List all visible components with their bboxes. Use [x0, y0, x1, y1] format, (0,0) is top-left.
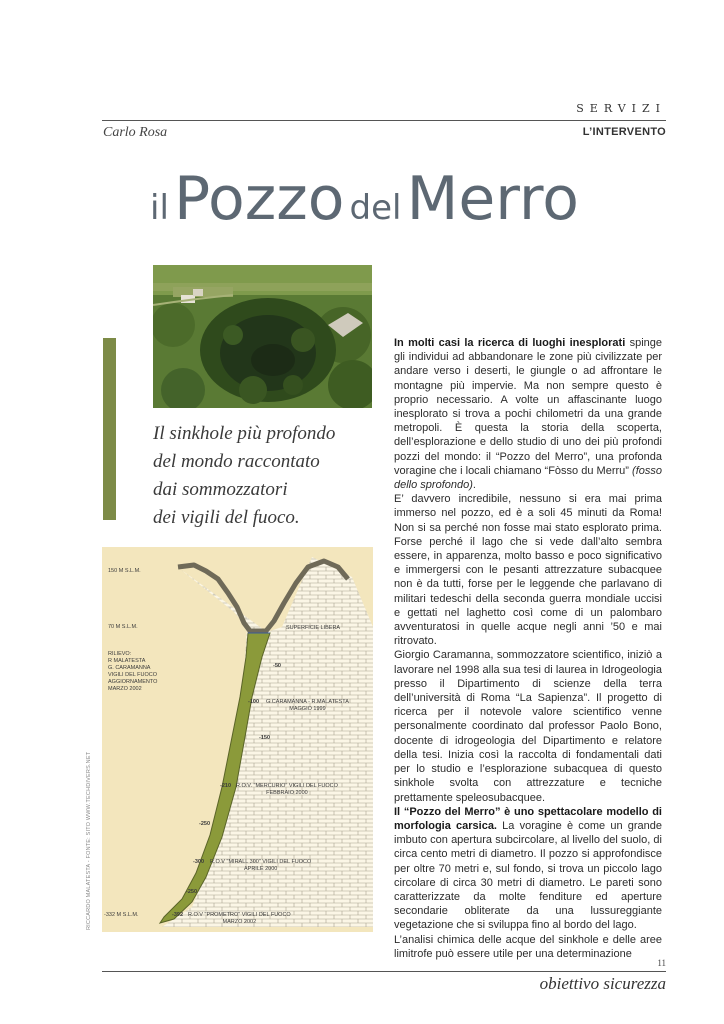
survey-line: VIGILI DEL FUOCO	[108, 672, 158, 678]
title-part-il: il	[150, 188, 169, 228]
paragraph: Giorgio Caramanna, sommozzatore scientifico, iniziò a lavorare nel 1998 alla sua tesi di laurea in Idrogeologia presso il Dipartimento di scienze della terra dell’università di Roma “La Sapienza”. Il progetto di ricerca per il notevole valore scientifico venne personalmente coordinato dal professor Paolo Bono, docente di idrogeologia del Dipartimento e relatore della tesi. Inizia così la raccolta di fondamentali dati per lo studio e l’esplorazione subacquea di questo sinkhole svolta con attrezzature e tecniche prettamente speleosubacquee.	[394, 649, 662, 804]
depth-label: -392	[172, 912, 184, 918]
magazine-name: obiettivo sicurezza	[539, 974, 666, 993]
survey-line: MARZO 2002	[108, 686, 142, 692]
paragraph	[394, 336, 662, 492]
survey-line: AGGIORNAMENTO	[108, 679, 158, 685]
depth-label: -100	[248, 699, 260, 705]
depth-note	[188, 912, 291, 925]
paragraph-text: spinge gli individui ad abbandonare le zone più civilizzate per andare verso i deserti, le giungle o ad affrontare le montagne più impervie. Ma non sempre questo è proprio necessario. A volte un affascinante luogo inesplorato si trova a pochi chilometri da una grande metropoli. È questa la storia della scoperta, dell’esplorazione e dello studio di uno dei più profondi pozzi del mondo: il “Pozzo del Merro”, una profonda voragine che i locali chiamano “Fòsso du Merru”	[394, 337, 662, 477]
depth-label: -300	[193, 859, 205, 865]
note-line: R.O.V. "MERCURIO" VIGILI DEL FUOCO	[236, 783, 338, 789]
survey-line: RILIEVO:	[108, 651, 132, 657]
page-number: 11	[657, 958, 666, 968]
subtitle-line: Il sinkhole più profondo	[153, 423, 336, 444]
aerial-photo	[153, 265, 372, 408]
footer-rule	[102, 971, 666, 972]
note-line: MAGGIO 1999	[289, 705, 326, 712]
lead-in: In molti casi la ricerca di luoghi inesplorati	[394, 337, 626, 349]
survey-line: R MALATESTA	[108, 658, 146, 664]
diagram-survey	[108, 651, 157, 693]
subtitle-line: dei vigili del fuoco.	[153, 507, 300, 528]
author-name: Carlo Rosa	[103, 125, 168, 140]
depth-label: -150	[259, 735, 271, 741]
paragraph: L’analisi chimica delle acque del sinkhole e delle aree limitrofe può essere utile per una determinazione	[394, 933, 662, 960]
paragraph-text: La voragine è come un grande imbuto con apertura subcircolare, al livello del suolo, di circa cento metri di diametro. Il pozzo si approfondisce per oltre 70 metri e, sul fondo, si trova un piccolo lago circolare di circa 30 metri di diametro. Le pareti sono caratterizzate da molte fenditure ed aperture secondarie obliterate da una lussureggiante vegetazione che si sviluppa fino al bordo del lago.	[394, 819, 662, 932]
diagram-label-332: -332 M S.L.M.	[104, 912, 139, 918]
subsection-label: L’INTERVENTO	[582, 126, 666, 138]
paragraph-text: .	[472, 479, 476, 492]
accent-bar	[103, 338, 116, 520]
photo-credit	[86, 751, 98, 930]
depth-note	[266, 699, 349, 712]
subtitle-line: dai sommozzatori	[153, 479, 288, 500]
note-line: R.O.V "PROMETRO" VIGILI DEL FUOCO	[188, 912, 291, 918]
section-label: SERVIZI	[576, 102, 666, 115]
sinkhole-cross-section-diagram	[102, 547, 373, 932]
diagram-label-150: 150 M S.L.M.	[108, 568, 141, 574]
photo-credit-text: RICCARDO MALATESTA - FONTE: SITO WWW.TECHDIVERS.NET	[86, 751, 92, 930]
paragraph: E’ davvero incredibile, nessuno si era mai prima immerso nel pozzo, ed è a soli 45 minuti da Roma! Non si sa perché non fosse mai stato esplorato prima. Forse perché il lago che si vede dall’alto sembra essere, in apparenza, molto basso e poco significativo e immergersi con le pesanti attrezzature subacquee non è da tutti, forse per le leggende che parlavano di militari tedeschi della seconda guerra mondiale uccisi e gettati nel laghetto così come di un palombaro avventuratosi in quelle acque negli anni ’50 e mai ritrovato.	[394, 493, 662, 648]
title-part-pozzo: Pozzo	[174, 164, 345, 234]
note-line: MARZO 2002	[222, 918, 257, 925]
depth-label: -250	[199, 821, 211, 827]
note-line: G.CARAMANNA - R.MALATESTA	[266, 699, 349, 705]
depth-label: -50	[273, 663, 281, 669]
depth-label: -250	[186, 889, 198, 895]
paragraph	[394, 805, 662, 933]
title-part-del: del	[349, 188, 402, 228]
survey-line: G. CARAMANNA	[108, 665, 151, 671]
subtitle-line: del mondo raccontato	[153, 451, 320, 472]
diagram-label-70: 70 M S.L.M.	[108, 624, 138, 630]
article-body	[394, 336, 662, 961]
note-line: R.O.V "MIRALL 300" VIGILI DEL FUOCO	[210, 859, 312, 865]
paragraph-italic: (fosso dello sprofondo)	[394, 464, 662, 492]
note-line: FEBBRAIO 2000	[266, 789, 308, 796]
depth-note	[236, 783, 338, 796]
depth-note	[210, 859, 311, 872]
lead-in: Il “Pozzo del Merro” è uno spettacolare modello di morfologia carsica.	[394, 805, 662, 832]
note-line: APRILE 2000	[243, 865, 278, 872]
subtitle	[153, 420, 383, 532]
diagram-surface-label: SUPERFICIE LIBERA	[286, 625, 341, 631]
header-rule	[102, 120, 666, 121]
depth-label: -210	[220, 783, 232, 789]
page-title	[150, 164, 670, 234]
title-part-merro: Merro	[406, 164, 579, 234]
